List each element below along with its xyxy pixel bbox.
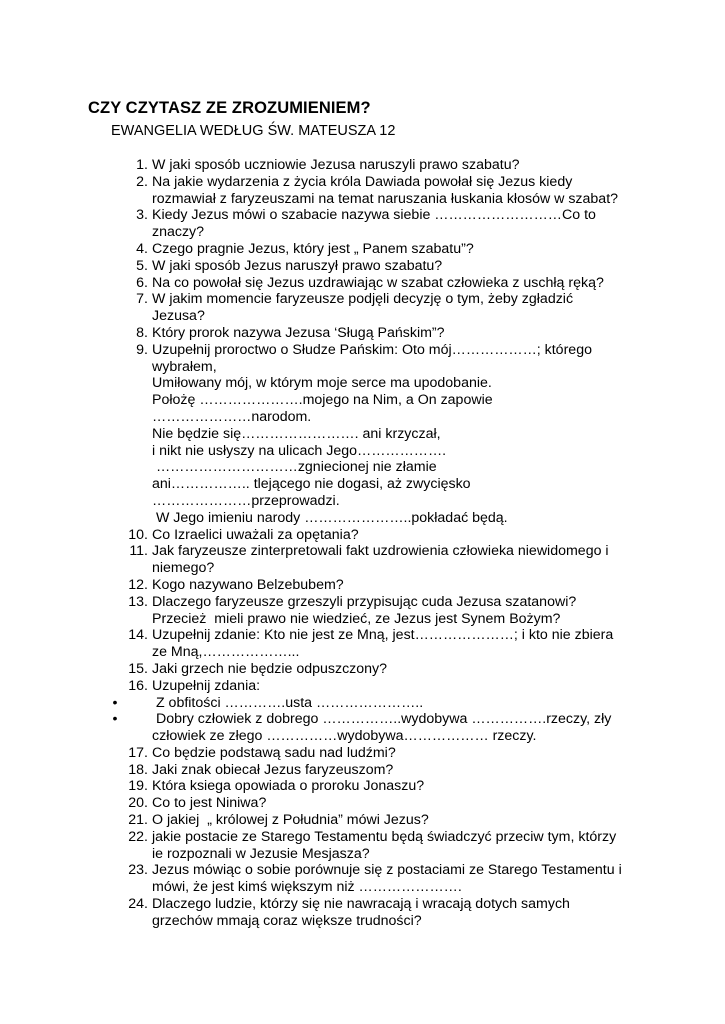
question-item [104, 291, 649, 325]
question-number: 7. [136, 291, 148, 308]
question-number: 14. [128, 627, 148, 644]
question-item [104, 577, 649, 594]
question-number: 4. [136, 240, 148, 257]
question-number: 15. [128, 660, 148, 677]
question-line: Co to jest Niniwa? [152, 795, 267, 812]
page-subtitle: EWANGELIA WEDŁUG ŚW. MATEUSZA 12 [111, 123, 396, 139]
question-text [152, 896, 649, 930]
question-line: ie rozpoznali w Jezusie Mesjasza? [152, 845, 370, 862]
question-number: 8. [136, 324, 148, 341]
question-item [104, 594, 649, 628]
question-item [104, 543, 649, 577]
question-text [152, 342, 649, 527]
question-text [152, 594, 649, 628]
question-text [152, 291, 649, 325]
question-item [104, 678, 649, 695]
question-line: Dobry człowiek z dobrego ……………..wydobywa …………….rzeczy, zły [152, 711, 612, 728]
question-line: niemego? [152, 560, 215, 577]
question-item [104, 829, 649, 863]
page-title: CZY CZYTASZ ZE ZROZUMIENIEM? [88, 99, 371, 117]
question-text [152, 577, 649, 594]
bullet-item [104, 695, 649, 712]
question-number: 21. [128, 812, 148, 829]
question-number: 13. [128, 593, 148, 610]
question-line: W jakim momencie faryzeusze podjęli decyzję o tym, żeby zgładzić [152, 291, 574, 308]
question-line: Jaki znak obiecał Jezus faryzeuszom? [152, 761, 394, 778]
question-item [104, 174, 649, 208]
question-line: Na co powołał się Jezus uzdrawiając w szabat człowieka z uschłą ręką? [152, 274, 604, 291]
question-text [152, 678, 649, 695]
question-line: Kogo nazywano Belzebubem? [152, 576, 344, 593]
question-text [152, 627, 649, 661]
question-line: Umiłowany mój, w którym moje serce ma upodobanie. [152, 375, 492, 392]
question-item [104, 661, 649, 678]
question-text [152, 325, 649, 342]
question-line: W jaki sposób uczniowie Jezusa naruszyli prawo szabatu? [152, 157, 520, 173]
question-line: W Jego imieniu narody …………………..pokładać będą. [152, 509, 508, 526]
question-line: Który prorok nazywa Jezusa ‘Sługą Pańskim”? [152, 324, 445, 341]
question-line: …………………przeprowadzi. [152, 492, 340, 509]
question-line: grzechów mmają coraz większe trudności? [152, 912, 422, 929]
question-text [152, 762, 649, 779]
question-text [152, 829, 649, 863]
question-item [104, 241, 649, 258]
question-line: Jezus mówiąc o sobie porównuje się z postaciami ze Starego Testamentu i [152, 862, 622, 879]
question-line: Przecież mieli prawo nie wiedzieć, ze Jezus jest Synem Bożym? [152, 610, 561, 627]
question-number: 16. [128, 677, 148, 694]
question-line: Nie będzie się……………………. ani krzyczał, [152, 425, 441, 442]
question-text [152, 795, 649, 812]
question-number: 20. [128, 795, 148, 812]
question-number: 9. [136, 341, 148, 358]
question-number: 17. [128, 744, 148, 761]
question-line: ze Mną,………………... [152, 644, 300, 661]
bullet-marker: • [112, 694, 118, 711]
question-item [104, 795, 649, 812]
question-item [104, 527, 649, 544]
question-number: 18. [128, 761, 148, 778]
question-line: …………………narodom. [152, 408, 312, 425]
question-list [104, 157, 649, 930]
question-number: 2. [136, 173, 148, 190]
question-item [104, 325, 649, 342]
question-number: 5. [136, 257, 148, 274]
question-line: Która ksiega opowiada o proroku Jonaszu? [152, 778, 425, 795]
question-line: Co będzie podstawą sadu nad ludźmi? [152, 744, 396, 761]
question-line: Co Izraelici uważali za opętania? [152, 526, 359, 543]
question-line: Z obfitości ………….usta ………………….. [152, 694, 424, 711]
question-line: Położę ………………….mojego na Nim, a On zapowie [152, 392, 493, 409]
question-item [104, 896, 649, 930]
bullet-marker: • [112, 711, 118, 728]
question-item [104, 745, 649, 762]
question-line: mówi, że jest kimś większym niż …………………. [152, 879, 462, 896]
question-text [152, 661, 649, 678]
question-number: 23. [128, 862, 148, 879]
question-number: 1. [136, 157, 148, 173]
question-item [104, 762, 649, 779]
question-item [104, 258, 649, 275]
question-line: Jezusa? [152, 308, 205, 325]
question-line: wybrałem, [152, 358, 217, 375]
question-number: 22. [128, 828, 148, 845]
question-line: jakie postacie ze Starego Testamentu będą świadczyć przeciw tym, którzy [152, 828, 617, 845]
question-text [152, 275, 649, 292]
question-line: Uzupełnij proroctwo o Słudze Pańskim: Oto mój………………; którego [152, 341, 592, 358]
question-text [152, 695, 649, 712]
question-line: ani…………….. tlejącego nie dogasi, aż zwycięsko [152, 476, 471, 493]
question-line: rozmawiał z faryzeuszami na temat naruszania łuskania kłosów w szabat? [152, 190, 619, 207]
question-line: Na jakie wydarzenia z życia króla Dawiada powołał się Jezus kiedy [152, 173, 573, 190]
question-number: 11. [129, 543, 148, 560]
question-number: 10. [128, 526, 148, 543]
question-text [152, 207, 649, 241]
question-text [152, 745, 649, 762]
question-line: Jaki grzech nie będzie odpuszczony? [152, 660, 388, 677]
question-item [104, 862, 649, 896]
question-item [104, 627, 649, 661]
question-line: człowiek ze złego ……………wydobywa……………… rzeczy. [152, 728, 537, 745]
question-text [152, 258, 649, 275]
question-line: W jaki sposób Jezus naruszył prawo szabatu? [152, 257, 443, 274]
bullet-item [104, 711, 649, 745]
question-item [104, 207, 649, 241]
question-line: Czego pragnie Jezus, który jest „ Panem szabatu”? [152, 240, 474, 257]
question-line: znaczy? [152, 224, 205, 241]
question-text [152, 174, 649, 208]
question-text [152, 241, 649, 258]
question-line: Dlaczego ludzie, którzy się nie nawracają i wracają dotych samych [152, 896, 570, 913]
question-item [104, 275, 649, 292]
question-item [104, 342, 649, 527]
question-item [104, 778, 649, 795]
question-line: O jakiej „ królowej z Południa” mówi Jezus? [152, 812, 429, 829]
question-text [152, 157, 649, 174]
question-line: Dlaczego faryzeusze grzeszyli przypisując cuda Jezusa szatanowi? [152, 593, 577, 610]
question-number: 6. [136, 274, 148, 291]
question-line: Uzupełnij zdanie: Kto nie jest ze Mną, jest…………………; i kto nie zbiera [152, 627, 614, 644]
question-number: 19. [128, 778, 148, 795]
question-number: 3. [136, 207, 148, 224]
question-text [152, 711, 649, 745]
question-line: Uzupełnij zdania: [152, 677, 261, 694]
question-number: 12. [128, 576, 148, 593]
question-text [152, 812, 649, 829]
question-text [152, 543, 649, 577]
question-text [152, 778, 649, 795]
question-item [104, 157, 649, 174]
question-item [104, 812, 649, 829]
question-text [152, 862, 649, 896]
question-line: i nikt nie usłyszy na ulicach Jego………………. [152, 442, 447, 459]
question-number: 24. [128, 896, 148, 913]
question-line: Jak faryzeusze zinterpretowali fakt uzdrowienia człowieka niewidomego i [152, 543, 609, 560]
question-line: Kiedy Jezus mówi o szabacie nazywa siebie ………………………Co to [152, 207, 596, 224]
question-line: …………………………zgniecionej nie złamie [152, 459, 437, 476]
question-text [152, 527, 649, 544]
